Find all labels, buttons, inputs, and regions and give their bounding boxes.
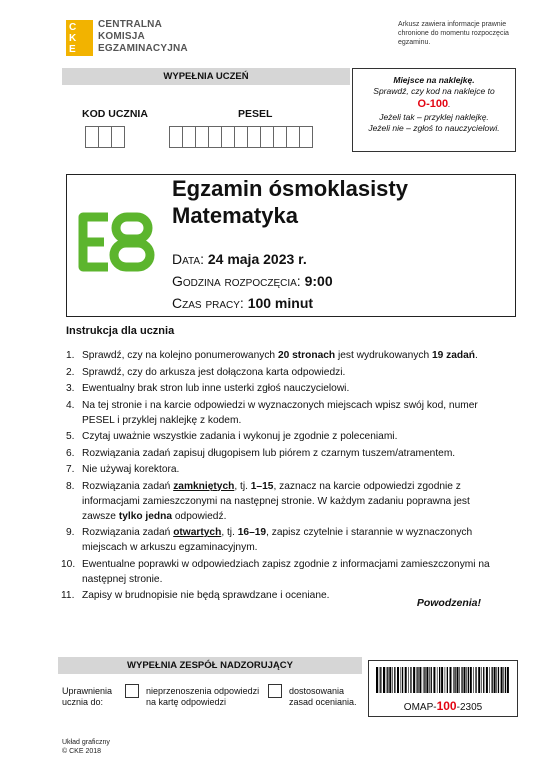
instruction-text: Czytaj uważnie wszystkie zadania i wykonuj je zgodnie z poleceniami. (82, 431, 398, 442)
barcode-bar (424, 667, 425, 693)
pesel-cell[interactable] (182, 126, 196, 148)
barcode-bar (386, 667, 387, 693)
barcode-bar (392, 667, 393, 693)
instruction-text: , zaznacz na karcie odpowiedzi zgodnie z informacjami zamieszczonymi na następnej stronie. W każdym zadaniu poprawna jest zawsze (82, 480, 470, 522)
barcode-bar (405, 667, 407, 693)
barcode-bar (486, 667, 488, 693)
instruction-text: Rozwiązania zadań (82, 480, 174, 492)
instruction-text: 19 zadań (431, 350, 475, 361)
instruction-item (66, 365, 506, 380)
barcode-bar (389, 667, 391, 693)
pesel-label: PESEL (238, 108, 273, 120)
exam-subject: Matematyka (172, 203, 298, 228)
barcode-bar (489, 667, 490, 693)
pesel-cell[interactable] (247, 126, 261, 148)
cke-logo-text: CENTRALNA KOMISJA EGZAMINACYJNA (98, 19, 188, 54)
barcode-bar (468, 667, 469, 693)
instruction-number: 1. (66, 350, 75, 361)
barcode-bar (459, 667, 460, 693)
instruction-item (66, 479, 506, 524)
exam-duration: Czas pracy: 100 minut (172, 295, 314, 311)
barcode-icon (376, 667, 510, 693)
barcode-bar (426, 667, 428, 693)
barcode-bar (466, 667, 467, 693)
barcode-bar (454, 667, 455, 693)
adjusted-grading-checkbox[interactable] (268, 684, 282, 698)
barcode-bar (423, 667, 424, 693)
instruction-text: Rozwiązania zadań (82, 527, 174, 538)
exam-date: Data: 24 maja 2023 r. (172, 251, 307, 267)
no-transfer-label: nieprzenoszenia odpowiedzi na kartę odpowiedzi (146, 686, 260, 707)
barcode-bar (494, 667, 496, 693)
instruction-text: Ewentualny brak stron lub inne usterki zgłoś nauczycielowi. (82, 383, 350, 394)
pesel-cell[interactable] (169, 126, 183, 148)
instruction-number: 7. (66, 464, 75, 475)
barcode-bar (457, 667, 459, 693)
barcode-bar (433, 667, 435, 693)
barcode-bar (492, 667, 493, 693)
barcode-bar (416, 667, 417, 693)
barcode-bar (483, 667, 484, 693)
instruction-text: odpowiedź. (172, 510, 227, 522)
student-code-cells[interactable] (86, 126, 125, 148)
pesel-cell[interactable] (234, 126, 248, 148)
barcode-bar (470, 667, 472, 693)
barcode-label: OMAP-100-2305 (403, 699, 483, 713)
exam-start-hour: Godzina rozpoczęcia: 9:00 (172, 273, 333, 289)
barcode-bar (380, 667, 381, 693)
pesel-cell[interactable] (273, 126, 287, 148)
pesel-cell[interactable] (260, 126, 274, 148)
instruction-text: , tj. (221, 527, 238, 538)
instruction-text: Zapisy w brudnopisie nie będą sprawdzane i oceniane. (82, 590, 330, 601)
instruction-number: 10. (61, 558, 76, 570)
instruction-number: 9. (66, 527, 75, 538)
barcode-bar (410, 667, 411, 693)
sticker-area: Miejsce na naklejkę. Sprawdź, czy kod na naklejce to O-100. Jeżeli tak – przyklej naklejkę. Jeżeli nie – zgłoś to nauczycielowi. (352, 68, 516, 152)
instruction-text: 1–15 (250, 480, 274, 492)
instruction-item (66, 462, 506, 477)
barcode-bar (437, 667, 438, 693)
barcode-bar (496, 667, 497, 693)
barcode-bar (419, 667, 421, 693)
instruction-number: 4. (66, 399, 75, 411)
barcode-bar (413, 667, 415, 693)
instruction-text: , zapisz czytelnie i starannie w wyznaczonych miejscach w arkuszu egzaminacyjnym. (82, 527, 473, 553)
barcode-bar (475, 667, 476, 693)
barcode-bar (450, 667, 452, 693)
footer-credit: Układ graficzny © CKE 2018 (62, 739, 110, 755)
code-cell[interactable] (98, 126, 112, 148)
entitlements-label: Uprawnienia ucznia do: (62, 686, 113, 707)
pesel-cell[interactable] (286, 126, 300, 148)
barcode-bar (429, 667, 430, 693)
instruction-text: Rozwiązania zadań zapisuj długopisem lub piórem z czarnym tuszem/atramentem. (82, 447, 456, 459)
instruction-text: Ewentualne poprawki w odpowiedziach zapisz zgodnie z informacjami zamieszczonymi na następnej stronie. (82, 558, 490, 585)
instruction-item (66, 446, 506, 461)
student-fill-bar: WYPEŁNIA UCZEŃ (62, 68, 350, 85)
barcode-bar (481, 667, 482, 693)
instruction-text: 16–19 (237, 527, 267, 538)
barcode-bar (501, 667, 503, 693)
svg-text:E8: E8 (76, 199, 96, 216)
barcode-bar (431, 667, 432, 693)
barcode-bar (503, 667, 504, 693)
instruction-item (61, 557, 506, 587)
exam-title: Egzamin ósmoklasisty (172, 176, 408, 201)
instructions-list (61, 348, 506, 605)
instructions-title: Instrukcja dla ucznia (66, 325, 175, 337)
instruction-text: jest wydrukowanych (335, 350, 432, 361)
instruction-text: zamkniętych (173, 480, 235, 492)
barcode-bar (397, 667, 399, 693)
sticker-code: O-100 (417, 98, 449, 110)
instruction-item (66, 429, 506, 444)
legal-note: Arkusz zawiera informacje prawnie chronione do momentu rozpoczęcia egzaminu. (398, 21, 509, 46)
barcode-bar (379, 667, 380, 693)
no-transfer-checkbox[interactable] (125, 684, 139, 698)
instruction-item (66, 348, 506, 363)
barcode-bar (447, 667, 448, 693)
instruction-number: 3. (66, 383, 75, 394)
pesel-cell[interactable] (221, 126, 235, 148)
instruction-number: 11. (61, 590, 75, 601)
code-cell[interactable] (111, 126, 125, 148)
instruction-text: otwartych (173, 527, 222, 538)
barcode-bar (394, 667, 395, 693)
barcode-bar (507, 667, 509, 693)
code-cell[interactable] (85, 126, 99, 148)
instruction-text: . (475, 350, 478, 361)
barcode-bar (417, 667, 418, 693)
student-code-label: KOD UCZNIA (82, 108, 148, 120)
instruction-item (66, 525, 506, 555)
instruction-item (66, 398, 506, 428)
barcode-bar (387, 667, 388, 693)
barcode-bar (453, 667, 454, 693)
instruction-number: 5. (66, 431, 75, 442)
instruction-text: Nie używaj korektora. (82, 464, 180, 475)
pesel-cell[interactable] (208, 126, 222, 148)
instruction-text: tylko jedna (118, 510, 173, 522)
instruction-item (66, 381, 506, 396)
instruction-number: 6. (66, 447, 75, 459)
supervisor-fill-bar: WYPEŁNIA ZESPÓŁ NADZORUJĄCY (58, 657, 362, 674)
barcode-bar (464, 667, 466, 693)
barcode-bar (441, 667, 443, 693)
barcode-bar (408, 667, 409, 693)
barcode-bar (401, 667, 402, 693)
pesel-cells[interactable] (170, 126, 313, 148)
barcode-bar (376, 667, 378, 693)
barcode-bar (505, 667, 506, 693)
barcode-bar (439, 667, 440, 693)
cke-logo-mark: C K E (66, 20, 93, 56)
instruction-text: Sprawdź, czy na kolejno ponumerowanych (82, 350, 278, 361)
instruction-text: , tj. (234, 480, 251, 492)
pesel-cell[interactable] (195, 126, 209, 148)
adjusted-grading-label: dostosowania zasad oceniania. (289, 686, 357, 707)
instruction-text: 20 stronach (277, 350, 336, 361)
e8-logo-icon (76, 199, 154, 272)
instruction-text: Na tej stronie i na karcie odpowiedzi w wyznaczonych miejscach wpisz swój kod, numer PESEL i przyklej naklejkę z kodem. (82, 399, 478, 426)
barcode-bar (473, 667, 474, 693)
instruction-number: 8. (66, 480, 75, 492)
pesel-cell[interactable] (299, 126, 313, 148)
barcode-bar (498, 667, 499, 693)
barcode-bar (461, 667, 462, 693)
barcode-bar (383, 667, 385, 693)
barcode-bar (478, 667, 480, 693)
barcode-bar (402, 667, 403, 693)
good-luck: Powodzenia! (416, 597, 481, 609)
instruction-number: 2. (66, 366, 75, 378)
instruction-text: Sprawdź, czy do arkusza jest dołączona karta odpowiedzi. (82, 366, 346, 378)
barcode-bar (445, 667, 446, 693)
